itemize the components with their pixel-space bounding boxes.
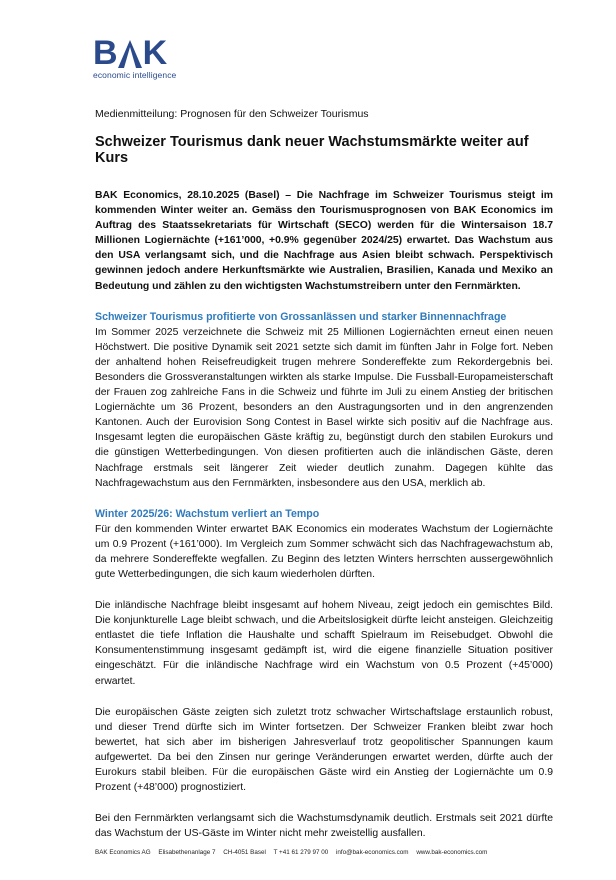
footer-email-link[interactable]: info@bak-economics.com: [336, 849, 409, 856]
section-winter: [95, 507, 553, 842]
logo-letter-k: K: [142, 34, 167, 72]
section-paragraph: Die europäischen Gäste zeigten sich zuletzt trotz schwacher Wirtschaftslage erstaunlich robust, und dieser Trend dürfte sich im Winter fortsetzen. Der Schweizer Franken bleibt zwar hoch bewertet, hat sich aber im bisherigen Jahresverlauf trotz geopolitischer Spannungen kaum aufgewertet. Da bei den Zinsen nur geringe Veränderungen erwartet werden, dürfte auch der Eurokurs stabil bleiben. Für die europäischen Gäste wird ein Anstieg der Logiernächte um 0.9 Prozent (+48’000) prognostiziert.: [95, 706, 553, 794]
footer-city: CH-4051 Basel: [223, 849, 266, 856]
logo-letter-b: B: [93, 34, 117, 72]
press-release: [95, 108, 553, 841]
section-paragraph: Im Sommer 2025 verzeichnete die Schweiz mit 25 Millionen Logiernächten erneut einen neuen Höchstwert. Die positive Dynamik seit 2021 setzte sich damit im fünften Jahr in Folge fort. Neben der anhaltend hohen Reisefreudigkeit trugen mehrere Sondereffekte zum Rekordergebnis bei. Besonders die Grossveranstaltungen wirkten als starke Impulse. Die Fussball-Europameisterschaft der Frauen zog zahlreiche Fans in die Schweiz und führte im Juli zu einem Anstieg der britischen Logiernächte um 36 Prozent, besonders an den Austragungsorten und in den angrenzenden Kantonen. Auch der Eurovision Song Contest in Basel wirkte sich positiv auf die Nachfrage aus. Insgesamt legten die europäischen Gäste kräftig zu, begünstigt durch den stabilen Eurokurs und die günstigen Wetterbedingungen. Von diesen profitierten auch die inländischen Gäste, deren Nachfrage erstmals seit längerer Zeit wieder deutlich zunahm. Dagegen kühlte das Nachfragewachstum aus den Fernmärkten, insbesondere aus den USA, merklich ab.: [95, 326, 553, 489]
footer-website-link[interactable]: www.bak-economics.com: [416, 849, 488, 856]
section-heading: Schweizer Tourismus profitierte von Grossanlässen und starker Binnennachfrage: [95, 310, 507, 323]
logo-mark: [93, 34, 183, 72]
section-paragraph: Für den kommenden Winter erwartet BAK Economics ein moderates Wachstum der Logiernächte um 0.9 Prozent (+161’000). Im Vergleich zum Sommer schwächt sich das Nachfragewachstum ab, da mehrere Sondereffekte wegfallen. Zu Beginn des letzten Winters herrschten aussergewöhnlich gute Wetterbedingungen, die sich kaum wiederholen dürften.: [95, 523, 553, 580]
footer-company: BAK Economics AG: [95, 849, 151, 856]
section-paragraph: Die inländische Nachfrage bleibt insgesamt auf hohem Niveau, zeigt jedoch ein gemischtes Bild. Die konjunkturelle Lage bleibt schwach, und die Arbeitslosigkeit dürfte leicht ansteigen. Gleichzeitig entlastet die tiefe Inflation die Haushalte und schafft Spielraum im Reisebudget. Obwohl die Konsumentenstimmung insgesamt gedämpft ist, wird die eigene finanzielle Situation positiver eingeschätzt. Für die inländische Nachfrage wird ein Wachstum von 0.5 Prozent (+45’000) erwartet.: [95, 600, 553, 687]
logo-triangle-icon: [118, 40, 142, 68]
document-title: Schweizer Tourismus dank neuer Wachstumsmärkte weiter auf Kurs: [95, 134, 529, 166]
section-paragraph: Bei den Fernmärkten verlangsamt sich die Wachstumsdynamik deutlich. Erstmals seit 2021 dürfte das Wachstum der US-Gäste im Winter nicht mehr zweistellig ausfallen.: [95, 813, 553, 840]
page-footer: [95, 849, 493, 856]
footer-street: Elisabethenanlage 7: [158, 849, 216, 856]
bak-logo: [93, 34, 183, 80]
section-summer: [95, 310, 553, 491]
lead-paragraph: BAK Economics, 28.10.2025 (Basel) – Die Nachfrage im Schweizer Tourismus steigt im kommenden Winter weiter an. Gemäss den Tourismusprognosen von BAK Economics im Auftrag des Staatssekretariats für Wirtschaft (SECO) werden für die Wintersaison 18.7 Millionen Logiernächte (+161’000, +0.9% gegenüber 2024/25) erwartet. Das Wachstum aus den USA verlangsamt sich, und die Nachfrage aus Asien bleibt schwach. Perspektivisch gewinnen jedoch andere Herkunftsmärkte wie Australien, Brasilien, Kanada und Mexiko an Bedeutung und zählen zu den wichtigsten Wachstumstreibern unter den Fernmärkten.: [95, 190, 553, 292]
footer-phone: T +41 61 279 97 00: [273, 849, 329, 856]
logo-tagline: economic intelligence: [93, 70, 177, 80]
section-heading: Winter 2025/26: Wachstum verliert an Tempo: [95, 507, 320, 520]
document-kicker: Medienmitteilung: Prognosen für den Schweizer Tourismus: [95, 108, 369, 120]
